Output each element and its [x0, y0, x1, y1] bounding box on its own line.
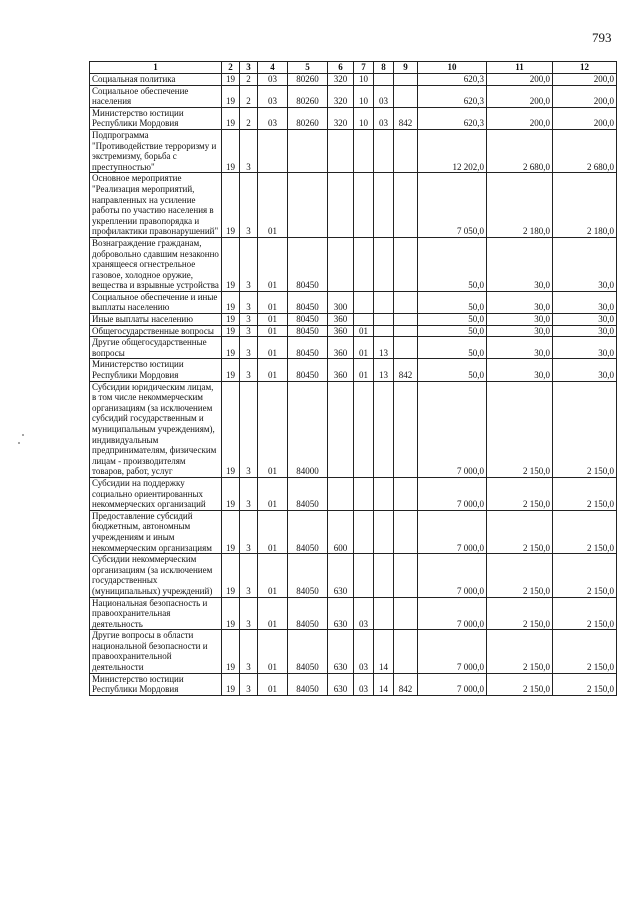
- table-row: [90, 173, 617, 238]
- code-cell: 842: [394, 359, 418, 381]
- amount-cell: 200,0: [553, 107, 617, 129]
- amount-cell: 2 150,0: [487, 381, 553, 477]
- code-cell: [394, 85, 418, 107]
- code-cell: 84050: [288, 673, 328, 695]
- code-cell: [394, 129, 418, 172]
- code-cell: 14: [374, 630, 394, 673]
- table-row: [90, 359, 617, 381]
- code-cell: 3: [240, 173, 258, 238]
- code-cell: [374, 173, 394, 238]
- code-cell: 630: [328, 554, 354, 597]
- table-header-row: [90, 62, 617, 74]
- code-cell: 80450: [288, 237, 328, 291]
- item-name-cell: Социальное обеспечение населения: [90, 85, 222, 107]
- amount-cell: 2 150,0: [553, 477, 617, 510]
- amount-cell: 50,0: [418, 359, 487, 381]
- code-cell: 03: [374, 107, 394, 129]
- table-row: [90, 325, 617, 337]
- code-cell: 630: [328, 597, 354, 630]
- code-cell: 01: [354, 359, 374, 381]
- amount-cell: 30,0: [487, 237, 553, 291]
- amount-cell: 7 000,0: [418, 381, 487, 477]
- code-cell: 01: [258, 325, 288, 337]
- item-name-cell: Министерство юстиции Республики Мордовия: [90, 359, 222, 381]
- amount-cell: 2 150,0: [487, 597, 553, 630]
- code-cell: [354, 314, 374, 326]
- amount-cell: 30,0: [553, 325, 617, 337]
- table-body: [90, 74, 617, 696]
- code-cell: 01: [258, 291, 288, 313]
- code-cell: 842: [394, 107, 418, 129]
- amount-cell: 7 050,0: [418, 173, 487, 238]
- amount-cell: 30,0: [553, 237, 617, 291]
- code-cell: 14: [374, 673, 394, 695]
- code-cell: 01: [258, 237, 288, 291]
- code-cell: 19: [222, 325, 240, 337]
- code-cell: 10: [354, 74, 374, 86]
- code-cell: 19: [222, 630, 240, 673]
- amount-cell: 200,0: [487, 107, 553, 129]
- column-header: 4: [258, 62, 288, 74]
- code-cell: 19: [222, 477, 240, 510]
- amount-cell: 7 000,0: [418, 510, 487, 553]
- amount-cell: 30,0: [553, 359, 617, 381]
- code-cell: [354, 554, 374, 597]
- code-cell: [328, 237, 354, 291]
- code-cell: [374, 237, 394, 291]
- code-cell: 13: [374, 359, 394, 381]
- code-cell: 10: [354, 85, 374, 107]
- code-cell: 19: [222, 129, 240, 172]
- code-cell: [328, 173, 354, 238]
- code-cell: [394, 314, 418, 326]
- code-cell: 01: [354, 325, 374, 337]
- code-cell: 19: [222, 337, 240, 359]
- amount-cell: 620,3: [418, 107, 487, 129]
- code-cell: [354, 477, 374, 510]
- code-cell: 19: [222, 314, 240, 326]
- code-cell: 80450: [288, 291, 328, 313]
- code-cell: 19: [222, 85, 240, 107]
- table-row: [90, 291, 617, 313]
- code-cell: [394, 173, 418, 238]
- amount-cell: 2 150,0: [553, 554, 617, 597]
- column-header: 7: [354, 62, 374, 74]
- code-cell: 01: [258, 510, 288, 553]
- amount-cell: 2 680,0: [553, 129, 617, 172]
- code-cell: [394, 630, 418, 673]
- table-row: [90, 74, 617, 86]
- amount-cell: 50,0: [418, 325, 487, 337]
- amount-cell: 30,0: [487, 359, 553, 381]
- table-row: [90, 630, 617, 673]
- amount-cell: 2 150,0: [553, 630, 617, 673]
- code-cell: 3: [240, 359, 258, 381]
- code-cell: [374, 510, 394, 553]
- code-cell: 19: [222, 381, 240, 477]
- code-cell: 01: [258, 359, 288, 381]
- page-number: 793: [592, 30, 612, 45]
- column-header: 8: [374, 62, 394, 74]
- amount-cell: 30,0: [487, 291, 553, 313]
- budget-table: [89, 61, 617, 696]
- code-cell: 3: [240, 597, 258, 630]
- amount-cell: 50,0: [418, 237, 487, 291]
- code-cell: [394, 291, 418, 313]
- code-cell: 80450: [288, 314, 328, 326]
- code-cell: 842: [394, 673, 418, 695]
- amount-cell: 2 150,0: [487, 673, 553, 695]
- amount-cell: 2 180,0: [487, 173, 553, 238]
- item-name-cell: Социальная политика: [90, 74, 222, 86]
- code-cell: 3: [240, 325, 258, 337]
- code-cell: 3: [240, 630, 258, 673]
- column-header: 10: [418, 62, 487, 74]
- scan-speck: [18, 442, 20, 444]
- item-name-cell: Субсидии некоммерческим организациям (за исключением государственных (муниципальных) учреждений): [90, 554, 222, 597]
- code-cell: 01: [258, 173, 288, 238]
- table-row: [90, 597, 617, 630]
- column-header: 9: [394, 62, 418, 74]
- code-cell: 01: [258, 477, 288, 510]
- table-row: [90, 554, 617, 597]
- code-cell: 03: [374, 85, 394, 107]
- code-cell: 3: [240, 237, 258, 291]
- code-cell: [394, 325, 418, 337]
- code-cell: 01: [258, 337, 288, 359]
- code-cell: 3: [240, 477, 258, 510]
- code-cell: [328, 477, 354, 510]
- code-cell: 10: [354, 107, 374, 129]
- code-cell: 80450: [288, 359, 328, 381]
- item-name-cell: Национальная безопасность и правоохранительная деятельность: [90, 597, 222, 630]
- amount-cell: 2 150,0: [553, 381, 617, 477]
- code-cell: 630: [328, 630, 354, 673]
- table-row: [90, 314, 617, 326]
- table-row: [90, 129, 617, 172]
- table-row: [90, 381, 617, 477]
- code-cell: [394, 554, 418, 597]
- code-cell: 03: [258, 85, 288, 107]
- item-name-cell: Вознаграждение гражданам, добровольно сдавшим незаконно хранящееся огнестрельное газовое, холодное оружие, вещества и взрывные устройства: [90, 237, 222, 291]
- amount-cell: 7 000,0: [418, 477, 487, 510]
- code-cell: 01: [258, 630, 288, 673]
- code-cell: 80450: [288, 337, 328, 359]
- code-cell: 19: [222, 291, 240, 313]
- code-cell: [354, 381, 374, 477]
- table-row: [90, 337, 617, 359]
- item-name-cell: Предоставление субсидий бюджетным, автономным учреждениям и иным некоммерческим организациям: [90, 510, 222, 553]
- code-cell: 03: [258, 107, 288, 129]
- amount-cell: 12 202,0: [418, 129, 487, 172]
- code-cell: [374, 381, 394, 477]
- code-cell: 2: [240, 74, 258, 86]
- table-row: [90, 85, 617, 107]
- code-cell: 19: [222, 173, 240, 238]
- code-cell: 80260: [288, 74, 328, 86]
- amount-cell: 2 150,0: [487, 477, 553, 510]
- amount-cell: 7 000,0: [418, 673, 487, 695]
- code-cell: 84050: [288, 477, 328, 510]
- code-cell: [354, 173, 374, 238]
- amount-cell: 2 150,0: [553, 673, 617, 695]
- code-cell: 3: [240, 291, 258, 313]
- code-cell: [354, 237, 374, 291]
- code-cell: [328, 381, 354, 477]
- code-cell: 19: [222, 237, 240, 291]
- code-cell: [354, 291, 374, 313]
- amount-cell: 200,0: [553, 85, 617, 107]
- code-cell: 03: [258, 74, 288, 86]
- code-cell: 80450: [288, 325, 328, 337]
- code-cell: 01: [258, 381, 288, 477]
- code-cell: [374, 477, 394, 510]
- amount-cell: 7 000,0: [418, 630, 487, 673]
- item-name-cell: Иные выплаты населению: [90, 314, 222, 326]
- code-cell: 13: [374, 337, 394, 359]
- table-row: [90, 237, 617, 291]
- table-row: [90, 477, 617, 510]
- item-name-cell: Общегосударственные вопросы: [90, 325, 222, 337]
- code-cell: 360: [328, 337, 354, 359]
- item-name-cell: Министерство юстиции Республики Мордовия: [90, 107, 222, 129]
- code-cell: [394, 74, 418, 86]
- code-cell: 2: [240, 107, 258, 129]
- amount-cell: 2 150,0: [553, 510, 617, 553]
- code-cell: 84050: [288, 554, 328, 597]
- code-cell: 01: [258, 554, 288, 597]
- code-cell: 320: [328, 74, 354, 86]
- amount-cell: 7 000,0: [418, 554, 487, 597]
- code-cell: 03: [354, 673, 374, 695]
- amount-cell: 50,0: [418, 314, 487, 326]
- code-cell: 19: [222, 597, 240, 630]
- code-cell: 3: [240, 554, 258, 597]
- code-cell: 01: [258, 673, 288, 695]
- code-cell: 3: [240, 510, 258, 553]
- code-cell: [394, 477, 418, 510]
- scan-speck: [22, 434, 24, 436]
- code-cell: 19: [222, 74, 240, 86]
- amount-cell: 7 000,0: [418, 597, 487, 630]
- code-cell: 80260: [288, 107, 328, 129]
- code-cell: 19: [222, 673, 240, 695]
- code-cell: [394, 237, 418, 291]
- code-cell: 03: [354, 630, 374, 673]
- code-cell: 320: [328, 107, 354, 129]
- amount-cell: 620,3: [418, 85, 487, 107]
- code-cell: [394, 510, 418, 553]
- amount-cell: 30,0: [487, 325, 553, 337]
- column-header: 3: [240, 62, 258, 74]
- amount-cell: 50,0: [418, 291, 487, 313]
- code-cell: 3: [240, 314, 258, 326]
- code-cell: [374, 554, 394, 597]
- amount-cell: 2 150,0: [487, 554, 553, 597]
- amount-cell: 2 150,0: [487, 510, 553, 553]
- code-cell: 3: [240, 129, 258, 172]
- table-row: [90, 107, 617, 129]
- item-name-cell: Социальное обеспечение и иные выплаты населению: [90, 291, 222, 313]
- amount-cell: 30,0: [553, 291, 617, 313]
- code-cell: 630: [328, 673, 354, 695]
- amount-cell: 2 150,0: [553, 597, 617, 630]
- item-name-cell: Министерство юстиции Республики Мордовия: [90, 673, 222, 695]
- code-cell: 360: [328, 325, 354, 337]
- code-cell: 320: [328, 85, 354, 107]
- code-cell: 19: [222, 107, 240, 129]
- item-name-cell: Субсидии юридическим лицам, в том числе некоммерческим организациям (за исключением субсидий государственным и муниципальным учреждениям), индивидуальным предпринимателям, физическим лицам - производителям товаров, работ, услуг: [90, 381, 222, 477]
- code-cell: 19: [222, 554, 240, 597]
- amount-cell: 620,3: [418, 74, 487, 86]
- code-cell: [354, 510, 374, 553]
- code-cell: [374, 597, 394, 630]
- amount-cell: 30,0: [487, 337, 553, 359]
- column-header: 11: [487, 62, 553, 74]
- code-cell: 3: [240, 673, 258, 695]
- amount-cell: 2 180,0: [553, 173, 617, 238]
- column-header: 12: [553, 62, 617, 74]
- column-header: 1: [90, 62, 222, 74]
- code-cell: [394, 337, 418, 359]
- code-cell: 3: [240, 337, 258, 359]
- code-cell: 84000: [288, 381, 328, 477]
- code-cell: [394, 381, 418, 477]
- code-cell: 3: [240, 381, 258, 477]
- amount-cell: 50,0: [418, 337, 487, 359]
- code-cell: 01: [354, 337, 374, 359]
- code-cell: [258, 129, 288, 172]
- amount-cell: 200,0: [487, 74, 553, 86]
- code-cell: 360: [328, 314, 354, 326]
- code-cell: 2: [240, 85, 258, 107]
- amount-cell: 200,0: [553, 74, 617, 86]
- item-name-cell: Основное мероприятие "Реализация мероприятий, направленных на усиление работы по участию населения в укреплении правопорядка и профилактики правонарушений": [90, 173, 222, 238]
- amount-cell: 30,0: [487, 314, 553, 326]
- amount-cell: 2 150,0: [487, 630, 553, 673]
- code-cell: 600: [328, 510, 354, 553]
- column-header: 2: [222, 62, 240, 74]
- code-cell: 01: [258, 597, 288, 630]
- code-cell: 19: [222, 359, 240, 381]
- code-cell: [288, 129, 328, 172]
- code-cell: [288, 173, 328, 238]
- table-row: [90, 510, 617, 553]
- amount-cell: 2 680,0: [487, 129, 553, 172]
- code-cell: [374, 314, 394, 326]
- amount-cell: 30,0: [553, 337, 617, 359]
- code-cell: 03: [354, 597, 374, 630]
- amount-cell: 200,0: [487, 85, 553, 107]
- column-header: 5: [288, 62, 328, 74]
- item-name-cell: Другие общегосударственные вопросы: [90, 337, 222, 359]
- code-cell: 01: [258, 314, 288, 326]
- code-cell: [374, 325, 394, 337]
- code-cell: [374, 74, 394, 86]
- code-cell: 84050: [288, 597, 328, 630]
- code-cell: [394, 597, 418, 630]
- item-name-cell: Другие вопросы в области национальной безопасности и правоохранительной деятельности: [90, 630, 222, 673]
- code-cell: 84050: [288, 630, 328, 673]
- code-cell: [374, 291, 394, 313]
- table-row: [90, 673, 617, 695]
- code-cell: [354, 129, 374, 172]
- item-name-cell: Подпрограмма "Противодействие терроризму и экстремизму, борьба с преступностью": [90, 129, 222, 172]
- code-cell: 19: [222, 510, 240, 553]
- item-name-cell: Субсидии на поддержку социально ориентированных некоммерческих организаций: [90, 477, 222, 510]
- code-cell: 84050: [288, 510, 328, 553]
- code-cell: [328, 129, 354, 172]
- column-header: 6: [328, 62, 354, 74]
- code-cell: 80260: [288, 85, 328, 107]
- code-cell: 300: [328, 291, 354, 313]
- code-cell: [374, 129, 394, 172]
- code-cell: 360: [328, 359, 354, 381]
- amount-cell: 30,0: [553, 314, 617, 326]
